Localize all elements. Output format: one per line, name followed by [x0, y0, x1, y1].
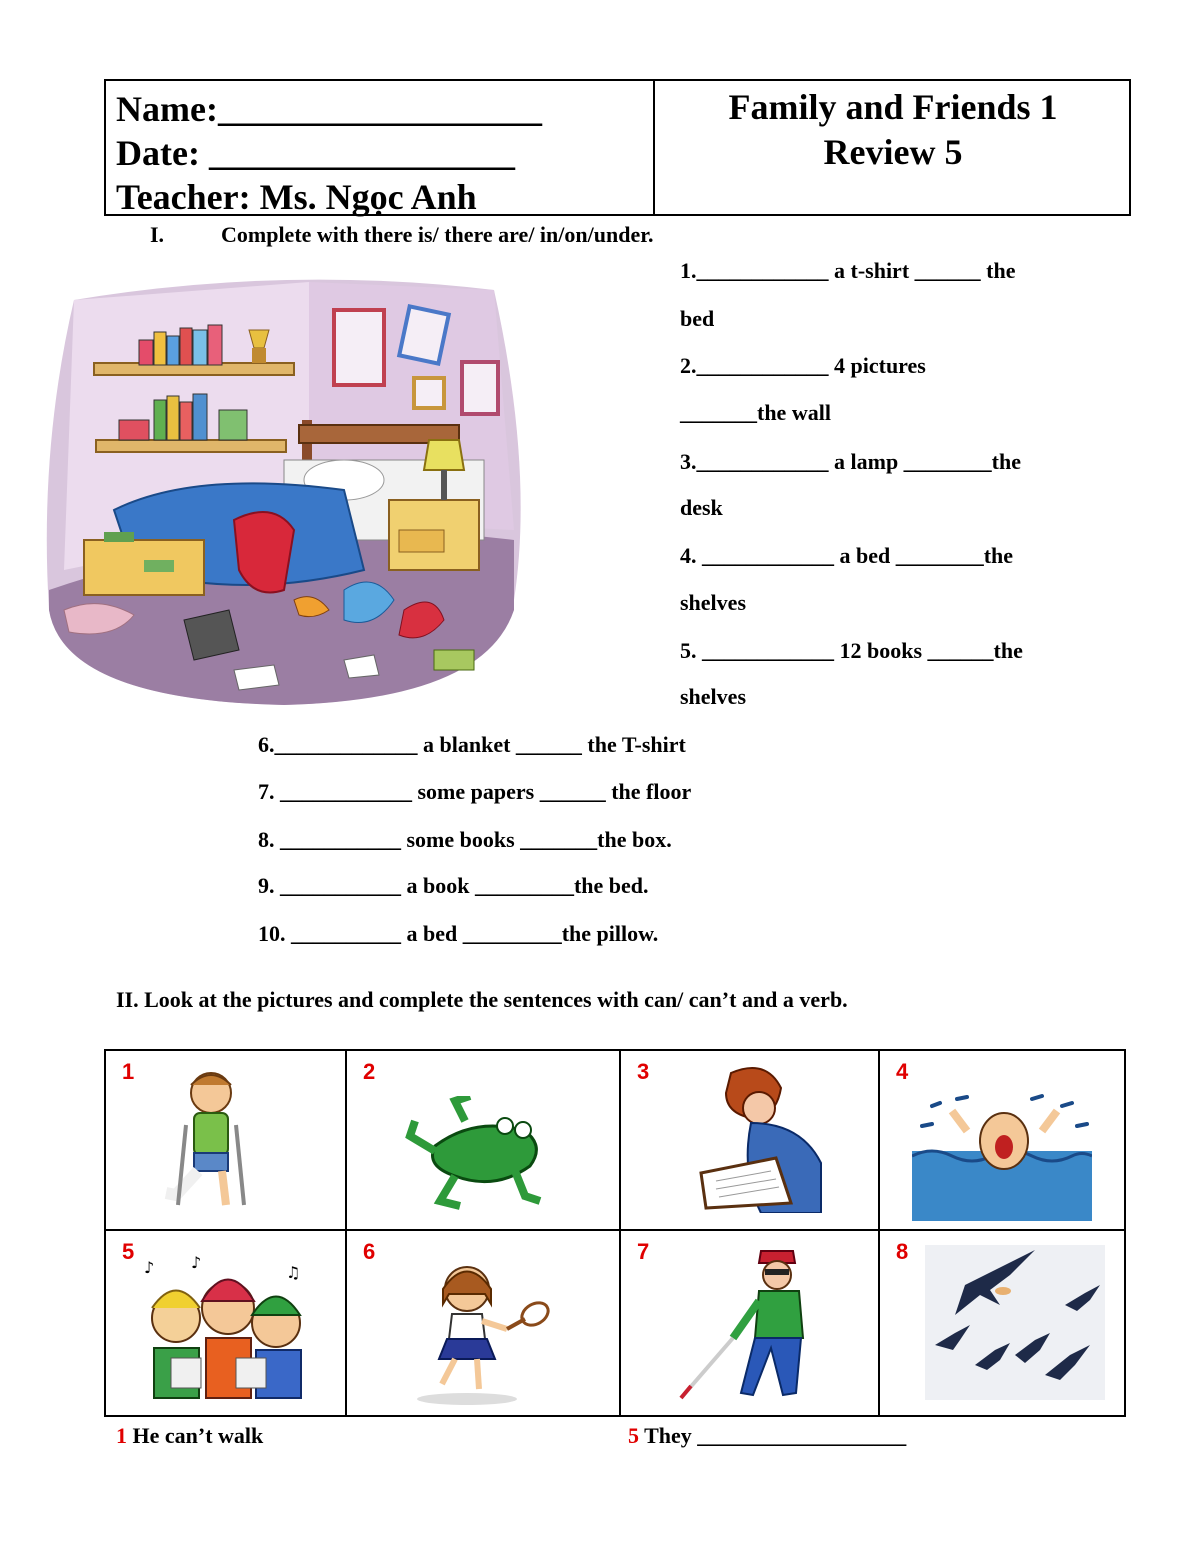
picture-number: 7 [637, 1239, 650, 1264]
question-5[interactable]: 5. ____________ 12 books ______the [680, 638, 1023, 663]
answer-5[interactable] [628, 1423, 906, 1449]
question-5-cont: shelves [680, 684, 746, 709]
picture-cell-5 [106, 1231, 347, 1417]
date-field[interactable]: Date: _________________ [116, 133, 515, 173]
picture-number: 5 [122, 1239, 135, 1264]
birds-flying-image [925, 1245, 1105, 1400]
question-3-cont: desk [680, 495, 723, 520]
person-swimming-image [912, 1091, 1092, 1221]
worksheet-subtitle: Review 5 [823, 132, 963, 172]
girl-playing-tennis-image [407, 1259, 557, 1409]
answer-text: He can’t walk [127, 1423, 264, 1448]
worksheet-title: Family and Friends 1 [728, 87, 1058, 127]
answer-number: 5 [628, 1423, 639, 1448]
picture-cell-6 [347, 1231, 621, 1417]
question-7[interactable]: 7. ____________ some papers ______ the floor [258, 779, 692, 804]
question-4-cont: shelves [680, 590, 746, 615]
picture-cell-3 [621, 1051, 880, 1231]
header-box [104, 79, 1131, 216]
section1-instruction: Complete with there is/ there are/ in/on/under. [221, 222, 654, 247]
picture-number: 4 [896, 1059, 909, 1084]
svg-text:♪: ♪ [191, 1253, 202, 1272]
picture-number: 3 [637, 1059, 650, 1084]
question-1[interactable]: 1.____________ a t-shirt ______ the [680, 258, 1016, 283]
section1-numeral: I. [150, 222, 165, 247]
question-8[interactable]: 8. ___________ some books _______the box. [258, 827, 672, 852]
picture-number: 2 [363, 1059, 376, 1084]
teacher-label: Teacher: Ms. Ngọc Anh [116, 177, 477, 217]
picture-number: 6 [363, 1239, 376, 1264]
name-field[interactable]: Name:__________________ [116, 89, 542, 129]
messy-bedroom-image [44, 270, 524, 710]
answer-1[interactable] [116, 1423, 263, 1449]
blind-man-walking-image [671, 1243, 841, 1408]
picture-cell-7 [621, 1231, 880, 1417]
picture-cell-2 [347, 1051, 621, 1231]
children-singing-image [136, 1253, 316, 1403]
svg-text:♫: ♫ [286, 1263, 301, 1282]
question-9[interactable]: 9. ___________ a book _________the bed. [258, 873, 649, 898]
question-10[interactable]: 10. __________ a bed _________the pillow. [258, 921, 659, 946]
picture-cell-4 [880, 1051, 1126, 1231]
question-4[interactable]: 4. ____________ a bed ________the [680, 543, 1014, 568]
question-2[interactable]: 2.____________ 4 pictures [680, 353, 926, 378]
question-6[interactable]: 6._____________ a blanket ______ the T-shirt [258, 732, 686, 757]
section2-instruction: II. Look at the pictures and complete the sentences with can/ can’t and a verb. [116, 987, 848, 1012]
picture-grid [104, 1049, 1126, 1417]
picture-number: 1 [122, 1059, 135, 1084]
boy-on-crutches-image [156, 1065, 266, 1215]
picture-cell-1 [106, 1051, 347, 1231]
jumping-frog-image [405, 1096, 565, 1216]
question-1-cont: bed [680, 306, 715, 331]
answer-text: They ___________________ [639, 1423, 907, 1448]
question-2-cont[interactable]: _______the wall [680, 400, 831, 425]
svg-text:♪: ♪ [144, 1258, 155, 1277]
answer-number: 1 [116, 1423, 127, 1448]
picture-number: 8 [896, 1239, 909, 1264]
person-writing-image [681, 1063, 831, 1213]
picture-cell-8 [880, 1231, 1126, 1417]
question-3[interactable]: 3.____________ a lamp ________the [680, 449, 1021, 474]
